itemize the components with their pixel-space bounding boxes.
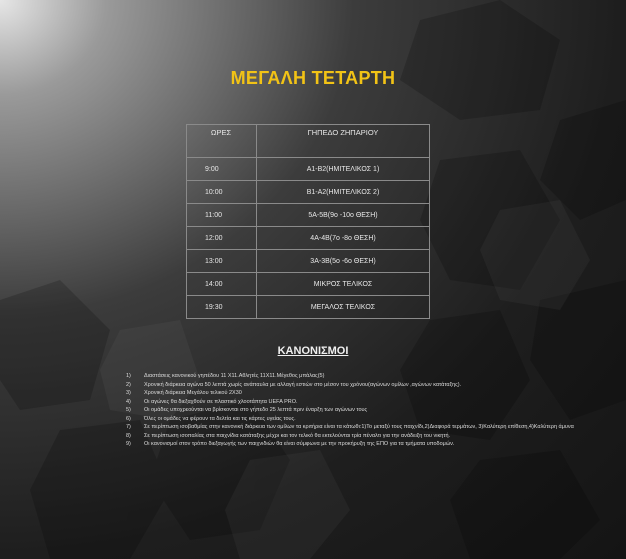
row-time: 10:00 xyxy=(187,181,257,204)
table-header-row xyxy=(187,125,430,158)
table-row xyxy=(187,227,430,250)
rules-list xyxy=(126,372,616,449)
rule-text: Όλες οι ομάδες να φέρουν τα δελτία και τις κάρτες υγείας τους. xyxy=(144,415,296,422)
rule-text: Χρονική διάρκεια αγώνα 50 λεπτά χωρίς ανάπαυλα με αλλαγή εστιών στο μέσον του χρόνου(αγώνων ομίλων ,αγώνων κατάταξης). xyxy=(144,381,462,388)
row-time: 14:00 xyxy=(187,273,257,296)
rule-number: 8) xyxy=(126,432,131,439)
table-row xyxy=(187,273,430,296)
table-row xyxy=(187,204,430,227)
rule-item xyxy=(126,398,616,407)
row-match: 5Α-5Β(9ο -10ο ΘΕΣΗ) xyxy=(257,204,430,227)
schedule-table xyxy=(186,124,430,319)
row-time: 9:00 xyxy=(187,158,257,181)
row-match: 3Α-3Β(5ο -6ο ΘΕΣΗ) xyxy=(257,250,430,273)
table-row xyxy=(187,158,430,181)
rule-text: Χρονική διάρκεια Μεγάλου τελικού 2Χ30 xyxy=(144,390,242,396)
column-header-hours: ΩΡΕΣ xyxy=(187,125,257,158)
rule-item xyxy=(126,432,616,441)
page-title: ΜΕΓΑΛΗ ΤΕΤΑΡΤΗ xyxy=(230,68,396,88)
rule-number: 5) xyxy=(126,407,131,413)
rules-heading: ΚΑΝΟΝΙΣΜΟΙ xyxy=(277,345,349,357)
table-row xyxy=(187,250,430,273)
rule-number: 6) xyxy=(126,415,131,422)
rule-item xyxy=(126,406,616,415)
row-time: 19:30 xyxy=(187,296,257,319)
row-time: 11:00 xyxy=(187,204,257,227)
rule-number: 4) xyxy=(126,398,131,405)
table-row xyxy=(187,181,430,204)
rule-number: 3) xyxy=(126,390,131,396)
rule-number: 1) xyxy=(126,373,131,379)
rule-text: Οι κανονισμοί στον τρόπο διεξαγωγής των παιχνιδιών θα είναι σύμφωνα με την προκήρυξη της ΕΠΟ για τα τμήματα υποδομών. xyxy=(144,441,455,447)
table-row xyxy=(187,296,430,319)
rule-text: Σε περίπτωση ισοπαλίας στα παιχνίδια κατάταξης μέχρι και τον τελικό θα εκτελούνται τρία πέναλτι για την ανάδειξη του νικητή. xyxy=(144,432,451,439)
rule-number: 2) xyxy=(126,381,131,388)
row-match: Β1-Α2(ΗΜΙΤΕΛΙΚΟΣ 2) xyxy=(257,181,430,204)
rule-item xyxy=(126,389,616,398)
rule-text: Σε περίπτωση ισοβαθμίας στην κανονική διάρκεια των ομίλων τα κριτήρια είναι τα κάτωθι:1)Το μεταξύ τους παιχνίδι,2)Διαφορά τερμάτων, 3)Καλύτερη επίθεση,4)Καλύτερη άμυνα xyxy=(144,424,574,430)
rule-item xyxy=(126,381,616,390)
rule-item xyxy=(126,372,616,381)
rule-text: Διαστάσεις κανονικού γηπέδου 11 Χ11.Αθλητές 11Χ11.Μέγεθος μπάλας(5) xyxy=(144,373,325,379)
rule-number: 7) xyxy=(126,424,131,430)
row-time: 12:00 xyxy=(187,227,257,250)
row-match: ΜΙΚΡΟΣ ΤΕΛΙΚΟΣ xyxy=(257,273,430,296)
row-time: 13:00 xyxy=(187,250,257,273)
row-match: ΜΕΓΑΛΟΣ ΤΕΛΙΚΟΣ xyxy=(257,296,430,319)
rule-item xyxy=(126,415,616,424)
row-match: 4Α-4Β(7ο -8ο ΘΕΣΗ) xyxy=(257,227,430,250)
rule-item xyxy=(126,423,616,432)
row-match: Α1-Β2(ΗΜΙΤΕΛΙΚΟΣ 1) xyxy=(257,158,430,181)
column-header-field: ΓΗΠΕΔΟ ΖΗΠΑΡΙΟΥ xyxy=(257,125,430,158)
rule-text: Οι ομάδες υποχρεούνται να βρίσκονται στο γήπεδο 25 λεπτά πριν έναρξη των αγώνων τους xyxy=(144,407,368,413)
rule-number: 9) xyxy=(126,441,131,447)
rule-text: Οι αγώνες θα διεξαχθούν σε πλαστικό χλοοτάπητα UEFA PRO. xyxy=(144,398,298,405)
rule-item xyxy=(126,440,616,449)
